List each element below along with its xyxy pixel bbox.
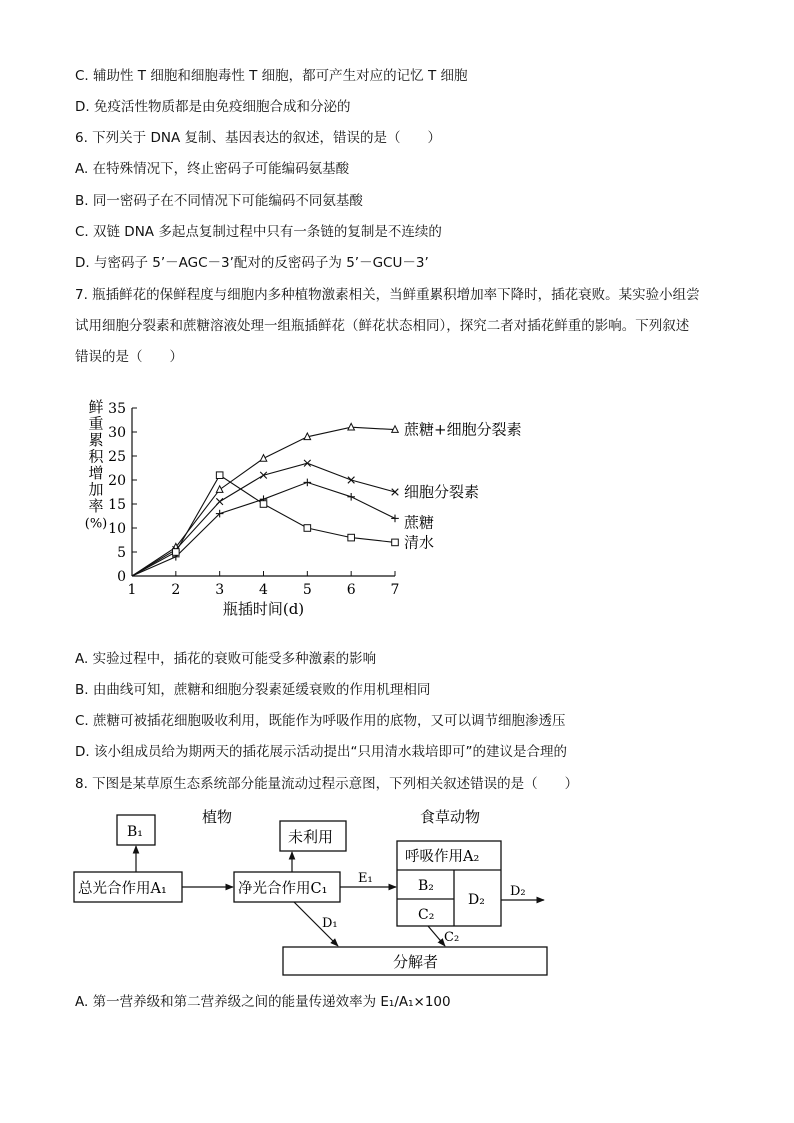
y-tick-label: 20 xyxy=(108,473,126,489)
y-axis-label-char: 率 xyxy=(88,497,104,515)
x-tick-label: 6 xyxy=(346,582,356,598)
header-herbivore: 食草动物 xyxy=(420,808,481,826)
q7-stem-line1: 7. 瓶插鲜花的保鲜程度与细胞内多种植物激素相关，当鲜重累积增加率下降时，插花衰败。某实验小组尝 xyxy=(75,287,700,303)
y-axis-label-char: 积 xyxy=(88,447,104,466)
x-tick-label: 1 xyxy=(127,582,137,598)
q7-stem-line3: 错误的是（ ） xyxy=(75,349,183,365)
plus-marker xyxy=(304,479,312,487)
x-tick-label: 7 xyxy=(390,582,400,598)
triangle-marker xyxy=(216,486,223,493)
label-net-photosynthesis: 净光合作用C₁ xyxy=(238,881,328,897)
square-marker xyxy=(260,501,267,508)
q7-stem-line2: 试用细胞分裂素和蔗糖溶液处理一组瓶插鲜花（鲜花状态相同），探究二者对插花鲜重的影响。下列叙述 xyxy=(75,318,690,334)
q5-option-d: D. 免疫活性物质都是由免疫细胞合成和分泌的 xyxy=(75,99,351,115)
label-d2: D₂ xyxy=(468,892,485,908)
label-c2: C₂ xyxy=(418,907,435,923)
q5-option-c: C. 辅助性 T 细胞和细胞毒性 T 细胞，都可产生对应的记忆 T 细胞 xyxy=(75,68,468,84)
label-c2-out: C₂ xyxy=(444,930,460,945)
square-marker xyxy=(392,539,399,546)
y-tick-label: 5 xyxy=(117,545,126,561)
x-marker xyxy=(216,498,223,505)
series-line xyxy=(132,475,395,576)
q7-option-c: C. 蔗糖可被插花细胞吸收利用，既能作为呼吸作用的底物，又可以调节细胞渗透压 xyxy=(75,713,566,729)
q6-option-a: A. 在特殊情况下，终止密码子可能编码氨基酸 xyxy=(75,161,350,177)
q7-option-b: B. 由曲线可知，蔗糖和细胞分裂素延缓衰败的作用机理相同 xyxy=(75,682,431,698)
x-marker xyxy=(392,489,399,496)
y-tick-label: 0 xyxy=(117,569,126,585)
y-tick-label: 30 xyxy=(108,425,126,441)
q6-option-b: B. 同一密码子在不同情况下可能编码不同氨基酸 xyxy=(75,193,363,209)
q8-stem: 8. 下图是某草原生态系统部分能量流动过程示意图，下列相关叙述错误的是（ ） xyxy=(75,776,579,792)
y-axis-label-char: 增 xyxy=(88,464,104,482)
series-label: 蔗糖+细胞分裂素 xyxy=(404,420,522,439)
q7-option-a: A. 实验过程中，插花的衰败可能受多种激素的影响 xyxy=(75,651,377,667)
y-axis-label-unit: (%) xyxy=(84,516,108,532)
label-total-photosynthesis: 总光合作用A₁ xyxy=(78,881,167,897)
y-tick-label: 35 xyxy=(108,401,126,417)
y-axis-label-char: 加 xyxy=(88,480,104,499)
y-axis-label-char: 鲜 xyxy=(88,398,104,416)
q7-option-d: D. 该小组成员给为期两天的插花展示活动提出“只用清水栽培即可”的建议是合理的 xyxy=(75,744,567,760)
x-axis-label: 瓶插时间(d) xyxy=(222,600,305,618)
header-plant: 植物 xyxy=(202,808,233,826)
y-axis-label-char: 重 xyxy=(88,414,104,433)
square-marker xyxy=(173,549,180,556)
series-label: 细胞分裂素 xyxy=(404,483,480,501)
x-marker xyxy=(304,460,311,467)
q6-option-c: C. 双链 DNA 多起点复制过程中只有一条链的复制是不连续的 xyxy=(75,224,442,240)
square-marker xyxy=(216,472,223,479)
x-marker xyxy=(260,472,267,479)
triangle-marker xyxy=(260,455,267,462)
label-d2-out: D₂ xyxy=(510,884,526,899)
fresh-weight-chart xyxy=(80,392,550,632)
y-axis-label xyxy=(85,398,108,532)
label-b2: B₂ xyxy=(418,878,434,894)
x-marker xyxy=(348,477,355,484)
arrow-herbivore-to-decomposer-c2 xyxy=(428,926,445,946)
label-unused: 未利用 xyxy=(288,828,334,846)
q8-option-a: A. 第一营养级和第二营养级之间的能量传递效率为 E₁/A₁×100 xyxy=(75,994,451,1010)
y-axis-label-char: 累 xyxy=(88,431,104,449)
plus-marker xyxy=(391,515,399,523)
x-tick-label: 5 xyxy=(302,582,312,598)
series-label: 蔗糖 xyxy=(404,513,435,532)
label-b1: B₁ xyxy=(127,824,143,840)
label-d1: D₁ xyxy=(322,916,338,931)
y-tick-label: 15 xyxy=(108,497,126,513)
q6-stem: 6. 下列关于 DNA 复制、基因表达的叙述，错误的是（ ） xyxy=(75,130,441,146)
series-label: 清水 xyxy=(404,533,435,552)
square-marker xyxy=(348,534,355,541)
x-tick-label: 3 xyxy=(215,582,225,598)
plus-marker xyxy=(347,493,355,501)
x-tick-label: 4 xyxy=(259,582,268,598)
label-respiration-a2: 呼吸作用A₂ xyxy=(405,849,480,865)
label-decomposer: 分解者 xyxy=(393,953,439,971)
square-marker xyxy=(304,525,311,532)
x-tick-label: 2 xyxy=(171,582,181,598)
energy-flow-diagram xyxy=(60,800,560,985)
triangle-marker xyxy=(348,423,355,430)
label-e1: E₁ xyxy=(358,871,373,886)
y-tick-label: 25 xyxy=(108,449,126,465)
q6-option-d: D. 与密码子 5’－AGC－3’配对的反密码子为 5’－GCU－3’ xyxy=(75,255,429,271)
y-tick-label: 10 xyxy=(108,521,126,537)
